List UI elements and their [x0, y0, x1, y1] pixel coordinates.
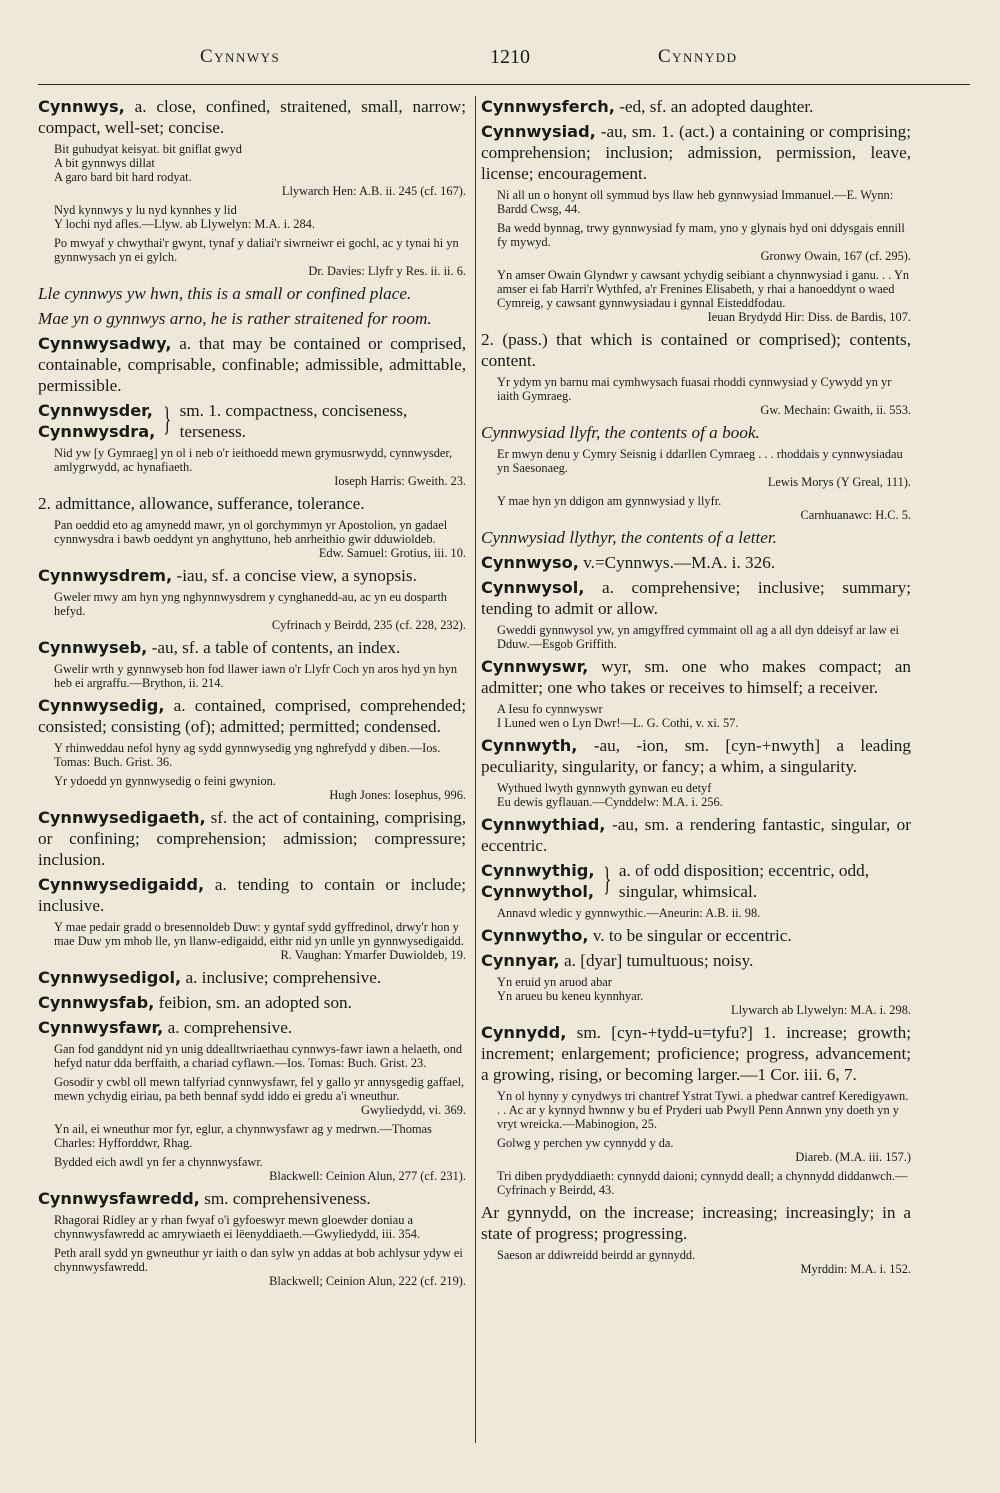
quote-source: Cyfrinach y Beirdd, 235 (cf. 228, 232).: [271, 618, 466, 632]
quotation: [497, 447, 911, 489]
quote-line: Y mae pedair gradd o bresennoldeb Duw: y gyntaf sydd gyffredinol, drwy'r hon y mae Duw ym mhob lle, yn llanw-edigaidd, eithr nid yn unlle yn gynnwysedigaidd.: [54, 920, 464, 948]
subsense: Cynnwysiad llyfr, the contents of a book.: [481, 423, 760, 442]
headword: Cynnwyso,: [481, 553, 579, 572]
headword: Cynnyar,: [481, 951, 560, 970]
definition: a. of odd disposition; eccentric, odd, singular, whimsical.: [618, 861, 869, 901]
definition: -au, sm. 1. (act.) a containing or comprising; comprehension; inclusion; admission, permission, leave, license; encouragement.: [481, 122, 912, 183]
entry-cynnwysder: [38, 400, 466, 442]
entry-cynnwysiad: [481, 121, 911, 184]
headword: Cynnwythol,: [481, 882, 595, 901]
quotation: [497, 375, 911, 417]
entry-cynnwysfawr: [38, 1017, 466, 1038]
quotation: [54, 1246, 466, 1288]
quotation: [54, 518, 466, 560]
entry-cynnwytho: [481, 925, 911, 946]
left-column: [38, 96, 466, 1293]
quote-line: Bit guhudyat keisyat. bit gniflat gwyd: [54, 142, 242, 156]
headword: Cynnwyseb,: [38, 638, 148, 657]
page-number: 1210: [490, 46, 530, 68]
quote-line: Gwelir wrth y gynnwyseb hon fod llawer iawn o'r Llyfr Coch yn aros hyd yn hyn heb ei argraffu.—Brython, ii. 214.: [54, 662, 458, 690]
definition: v.=Cynnwys.—M.A. i. 326.: [583, 553, 776, 572]
quotation: [497, 494, 911, 522]
entry-cynnwyth: [481, 735, 911, 777]
quote-line: I Luned wen o Lyn Dwr!—L. G. Cothi, v. xi. 57.: [497, 716, 739, 730]
quotation: [497, 1136, 911, 1164]
quote-source: Blackwell: Ceinion Alun, 277 (cf. 231).: [269, 1169, 466, 1183]
header-right-word: Cynnydd: [658, 46, 738, 67]
quote-line: A bit gynnwys dillat: [54, 156, 155, 170]
quote-source: Carnhuanawc: H.C. 5.: [800, 508, 911, 522]
quotation: [497, 268, 911, 324]
quote-line: Y rhinweddau nefol hyny ag sydd gynnwysedig yng nghrefydd y diben.—Ios. Tomas: Buch. Grist. 36.: [54, 741, 441, 769]
headword: Cynnwysferch,: [481, 97, 615, 116]
quote-line: Yn ol hynny y cynydwys tri chantref Ystrat Tywi. a phedwar cantref Keredigyawn. . . Ac ar y kynnyd hwnnw y bu ef Pryderi uab Pwyll Penn Annwn yny doeth yn y vryt wreicka.—Mabinogion, 25.: [497, 1089, 909, 1131]
quote-line: Gweddi gynnwysol yw, yn amgyffred cymmaint oll ag a all dyn ddeisyf ar law ei Dduw.—Esgob Griffith.: [497, 623, 899, 651]
headword: Cynnwysfawredd,: [38, 1189, 200, 1208]
quote-source: Dr. Davies: Llyfr y Res. ii. ii. 6.: [308, 264, 466, 278]
quotation: [54, 203, 466, 231]
headword: Cynnwysedig,: [38, 696, 165, 715]
subsense: 2. admittance, allowance, sufferance, tolerance.: [38, 494, 365, 513]
entry-cynnwythiad: [481, 814, 911, 856]
subsense: 2. (pass.) that which is contained or comprised); contents, content.: [481, 330, 911, 370]
headword: Cynnwyth,: [481, 736, 578, 755]
entry-cynnydd: [481, 1022, 911, 1085]
quote-source: Ioseph Harris: Gweith. 23.: [334, 474, 466, 488]
quote-line: Gan fod ganddynt nid yn unig ddealltwriaethau cynnwys-fawr iawn a helaeth, ond hefyd natur dda berffaith, a chariad cyflawn.—Ios. Tomas: Buch. Grist. 23.: [54, 1042, 463, 1070]
header-left-word: Cynnwys: [200, 46, 281, 67]
headword: Cynnwysedigaeth,: [38, 808, 206, 827]
quotation: [497, 1248, 911, 1276]
quote-line: Golwg y perchen yw cynnydd y da.: [497, 1136, 674, 1150]
quote-line: Wythued lwyth gynnwyth gynwan eu detyf: [497, 781, 712, 795]
quote-line: Pan oeddid eto ag amynedd mawr, yn ol gorchymmyn yr Apostolion, yn gadael cynnwysdra i bawb oeddynt yn anghyttuno, heb anrheithio gwir dduwioldeb.: [54, 518, 448, 546]
quote-line: Peth arall sydd yn gwneuthur yr iaith o dan sylw yn addas at bob achlysur ydyw ei chynnwysfawredd.: [54, 1246, 463, 1274]
definition: a. that may be contained or comprised, containable, comprisable, confinable; admissible, admittable, permissible.: [38, 334, 466, 395]
headword: Cynnwysol,: [481, 578, 585, 597]
quote-source: Edw. Samuel: Grotius, iii. 10.: [318, 546, 466, 560]
quotation: [54, 236, 466, 278]
definition: wyr, sm. one who makes compact; an admitter; one who takes or receives to himself; a receiver.: [481, 657, 912, 697]
definition: a. contained, comprised, comprehended; consisted; consisting (of); admitted; permitted; condensed.: [38, 696, 467, 736]
quotation: [54, 590, 466, 632]
entry-cynnwysfab: [38, 992, 466, 1013]
headword: Cynnwysdrem,: [38, 566, 173, 585]
quote-source: Gw. Mechain: Gwaith, ii. 553.: [760, 403, 911, 417]
quote-line: Ba wedd bynnag, trwy gynnwysiad fy mam, yno y glynais hyd oni ddysgais ennill fy mywyd.: [497, 221, 905, 249]
column-divider: [475, 96, 476, 1443]
quote-line: Po mwyaf y chwythai'r gwynt, tynaf y daliai'r siwrneiwr ei gochl, ac y tynai hi yn gynnwysach yn ei gylch.: [54, 236, 459, 264]
quotation: [54, 1213, 466, 1241]
quotation: [497, 188, 911, 216]
quote-source: Llywarch Hen: A.B. ii. 245 (cf. 167).: [281, 184, 466, 198]
quotation: [54, 446, 466, 488]
quote-line: Yn amser Owain Glyndwr y cawsant ychydig seibiant a chynnwysiad i ganu. . . Yn amser ei fab Harri'r Wythfed, a'r Frenines Elisabeth, y rhai a hanoeddynt o waed Cymreig, y cawsant gynnwysiadau i gynnal Eisteddfodau.: [497, 268, 910, 310]
quote-line: A Iesu fo cynnwyswr: [497, 702, 603, 716]
headword: Cynnwysadwy,: [38, 334, 172, 353]
definition: sm. [cyn-+tydd-u=tyfu?] 1. increase; growth; increment; enlargement; proficience; progress, advancement; a growing, rising, or becoming larger.—1 Cor. iii. 6, 7.: [481, 1023, 911, 1084]
quote-line: Y lochi nyd afles.—Llyw. ab Llywelyn: M.A. i. 284.: [54, 217, 315, 231]
headword: Cynnwys,: [38, 97, 125, 116]
quote-source: Hugh Jones: Iosephus, 996.: [329, 788, 466, 802]
headword: Cynnwysedigol,: [38, 968, 182, 987]
entry-cynnwysfawredd: [38, 1188, 466, 1209]
entry-cynnyar: [481, 950, 911, 971]
entry-cynnwysadwy: [38, 333, 466, 396]
headword: Cynnwysfawr,: [38, 1018, 164, 1037]
entry-cynnwysol: [481, 577, 911, 619]
definition: -au, sm. a rendering fantastic, singular, or eccentric.: [481, 815, 912, 855]
quotation: [497, 906, 911, 920]
entry-cynnwyswr: [481, 656, 911, 698]
definition: -au, -ion, sm. [cyn-+nwyth] a leading peculiarity, singularity, or fancy; a whim, a singularity.: [481, 736, 911, 776]
definition: a. inclusive; comprehensive.: [185, 968, 382, 987]
definition: a. [dyar] tumultuous; noisy.: [564, 951, 754, 970]
quote-line: Rhagorai Ridley ar y rhan fwyaf o'i gyfoeswyr mewn gloewder doniau a chynnwysfawredd ac amrywiaeth ei lëenyddiaeth.—Gwyliedydd, iii. 354.: [54, 1213, 421, 1241]
definition: -iau, sf. a concise view, a synopsis.: [176, 566, 417, 585]
quote-source: Blackwell; Ceinion Alun, 222 (cf. 219).: [269, 1274, 466, 1288]
definition: sm. 1. compactness, conciseness, terseness.: [179, 401, 408, 441]
headword: Cynnwytho,: [481, 926, 589, 945]
quotation: [497, 781, 911, 809]
quote-line: Annavd wledic y gynnwythic.—Aneurin: A.B. ii. 98.: [497, 906, 761, 920]
headword: Cynnwysfab,: [38, 993, 155, 1012]
quotation: [54, 1042, 466, 1070]
quote-line: Eu dewis gyflauan.—Cynddelw: M.A. i. 256.: [497, 795, 723, 809]
quote-line: Nyd kynnwys y lu nyd kynnhes y lid: [54, 203, 237, 217]
subsense: Cynnwysiad llythyr, the contents of a letter.: [481, 528, 777, 547]
definition: -ed, sf. an adopted daughter.: [619, 97, 814, 116]
quote-line: Yr ydoedd yn gynnwysedig o feini gwynion.: [54, 774, 276, 788]
entry-cynnwysedigol: [38, 967, 466, 988]
quote-line: Er mwyn denu y Cymry Seisnig i ddarllen Cymraeg . . . rhoddais y cynnwysiadau yn Saesonaeg.: [497, 447, 903, 475]
quotation: [54, 662, 466, 690]
headword: Cynnwythiad,: [481, 815, 606, 834]
definition: sm. comprehensiveness.: [204, 1189, 371, 1208]
subsense: Ar gynnydd, on the increase; increasing; increasingly; in a state of progress; progressing.: [481, 1203, 911, 1243]
definition: -au, sf. a table of contents, an index.: [151, 638, 401, 657]
quote-line: Bydded eich awdl yn fer a chynnwysfawr.: [54, 1155, 263, 1169]
entry-cynnwysedigaeth: [38, 807, 466, 870]
quotation: [54, 774, 466, 802]
definition: a. comprehensive.: [167, 1018, 293, 1037]
quotation: [497, 221, 911, 263]
quote-source: Myrddin: M.A. i. 152.: [800, 1262, 911, 1276]
entry-cynnwysedig: [38, 695, 466, 737]
quote-line: Tri diben prydyddiaeth: cynnydd daioni; cynnydd deall; a chynnydd diddanwch.—Cyfrinach y Beirdd, 43.: [497, 1169, 908, 1197]
definition: a. close, confined, straitened, small, narrow; compact, well-set; concise.: [38, 97, 466, 137]
quote-line: Nid yw [y Gymraeg] yn ol i neb o'r ieithoedd mewn grymusrwydd, cynnwysder, amlygrwydd, ac hynafiaeth.: [54, 446, 453, 474]
quote-line: Saeson ar ddiwreidd beirdd ar gynnydd.: [497, 1248, 696, 1262]
entry-cynnwyso: [481, 552, 911, 573]
running-header: [40, 46, 970, 76]
quote-line: A garo bard bit hard rodyat.: [54, 170, 192, 184]
quotation: [54, 1155, 466, 1183]
quote-line: Yr ydym yn barnu mai cymhwysach fuasai rhoddi cynnwysiad y Cywydd yn yr iaith Gymraeg.: [497, 375, 892, 403]
definition: v. to be singular or eccentric.: [592, 926, 792, 945]
headword: Cynnwyswr,: [481, 657, 589, 676]
headword: Cynnwysiad,: [481, 122, 596, 141]
quotation: [54, 741, 466, 769]
headword: Cynnwysdra,: [38, 422, 156, 441]
quotation: [54, 1122, 466, 1150]
quote-source: Diareb. (M.A. iii. 157.): [795, 1150, 911, 1164]
quote-source: Ieuan Brydydd Hir: Diss. de Bardis, 107.: [707, 310, 911, 324]
definition: feibion, sm. an adopted son.: [158, 993, 352, 1012]
quote-line: Gosodir y cwbl oll mewn talfyriad cynnwysfawr, fel y gallo yr annysgedig gaffael, mewn ychydig eiriau, pa beth bennaf sydd iddo ei gredu a'i wneuthur.: [54, 1075, 465, 1103]
definition: a. tending to contain or include; inclusive.: [38, 875, 466, 915]
quotation: [54, 142, 466, 198]
quotation: [497, 1089, 911, 1131]
entry-cynnwyseb: [38, 637, 466, 658]
headword: Cynnwysder,: [38, 401, 153, 420]
subsense: Mae yn o gynnwys arno, he is rather straitened for room.: [38, 309, 432, 328]
brace: }: [602, 861, 611, 898]
quote-line: Y mae hyn yn ddigon am gynnwysiad y llyfr.: [497, 494, 722, 508]
quotation: [497, 702, 911, 730]
quote-line: Yn eruid yn aruod abar: [497, 975, 612, 989]
quote-line: Gweler mwy am hyn yng nghynnwysdrem y cynghanedd-au, ac yn eu dosparth hefyd.: [54, 590, 447, 618]
subsense: Lle cynnwys yw hwn, this is a small or confined place.: [38, 284, 412, 303]
quote-source: Llywarch ab Llywelyn: M.A. i. 298.: [731, 1003, 911, 1017]
quote-source: R. Vaughan: Ymarfer Duwioldeb, 19.: [280, 948, 466, 962]
quote-source: Gronwy Owain, 167 (cf. 295).: [760, 249, 911, 263]
quote-source: Lewis Morys (Y Greal, 111).: [767, 475, 911, 489]
quotation: [497, 1169, 911, 1197]
entry-cynnwythig: [481, 860, 911, 902]
quotation: [497, 975, 911, 1017]
quote-source: Gwyliedydd, vi. 369.: [361, 1103, 466, 1117]
entry-cynnwysferch: [481, 96, 911, 117]
quotation: [54, 920, 466, 962]
quotation: [54, 1075, 466, 1117]
headword: Cynnydd,: [481, 1023, 567, 1042]
definition: sf. the act of containing, comprising, or confining; comprehension; admission; compressure; inclusion.: [38, 808, 466, 869]
quotation: [497, 623, 911, 651]
headword: Cynnwythig,: [481, 861, 595, 880]
entry-cynnwysdrem: [38, 565, 466, 586]
quote-line: Yn ail, ei wneuthur mor fyr, eglur, a chynnwysfawr ag y medrwn.—Thomas Charles: Hyfforddwr, Rhag.: [54, 1122, 432, 1150]
headword: Cynnwysedigaidd,: [38, 875, 205, 894]
entry-cynnwysedigaidd: [38, 874, 466, 916]
brace: }: [163, 401, 172, 438]
quote-line: Yn arueu bu keneu kynnhyar.: [497, 989, 644, 1003]
quote-line: Ni all un o honynt oll symmud bys llaw heb gynnwysiad Immanuel.—E. Wynn: Bardd Cwsg, 44.: [497, 188, 894, 216]
right-column: [481, 96, 911, 1281]
definition: a. comprehensive; inclusive; summary; tending to admit or allow.: [481, 578, 912, 618]
header-rule: [38, 84, 970, 85]
entry-cynnwys: [38, 96, 466, 138]
